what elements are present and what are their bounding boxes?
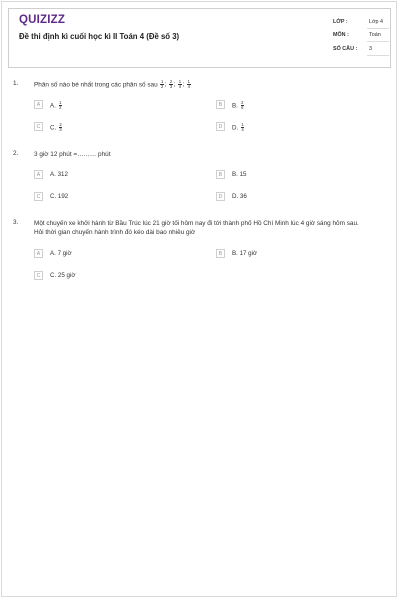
option-text: C. $\frac{2}{3}$	[50, 122, 62, 133]
option-letter-box: C	[34, 271, 43, 280]
fraction: $\frac{1}{2}$	[160, 79, 164, 90]
option-letter-box: B	[216, 100, 225, 109]
option-text: B. $\frac{2}{6}$	[232, 100, 244, 111]
quizizz-logo: QUIZIZZ	[19, 14, 66, 26]
option-text: C. 192	[50, 193, 69, 200]
meta-class-label: LỚP :	[333, 19, 348, 25]
meta-question-count	[333, 46, 389, 56]
fraction: $\frac{1}{4}$	[187, 79, 190, 90]
option-text: B. 17 giờ	[232, 250, 258, 257]
question-number: 1.	[13, 80, 19, 87]
question-text: 3 giờ 12 phút =……… phút	[34, 151, 111, 158]
question-text-line: Hỏi thời gian chuyến hành trình đó kéo dài bao nhiêu giờ	[34, 229, 196, 236]
option-letter-box: A	[34, 100, 43, 109]
question-text-line: Một chuyến xe khởi hành từ Bầu Trúc lúc 21 giờ tối hôm nay đi tới thành phố Hồ Chí Minh lúc 4 giờ sáng hôm sau.	[34, 220, 359, 227]
option-text: B. 15	[232, 171, 247, 178]
meta-subject-value: Toán	[369, 32, 381, 38]
option-letter-box: D	[216, 122, 225, 131]
option-letter-box: A	[34, 249, 43, 258]
meta-class-value: Lớp 4	[369, 19, 384, 25]
fraction-list: $\frac{1}{2}$ ; $\frac{2}{3}$ ; $\frac{1}{4}$ ; $\frac{1}{4}$	[160, 79, 190, 90]
question-text	[34, 80, 384, 90]
meta-count-value: 3	[369, 46, 372, 52]
question-text	[34, 219, 384, 237]
option-letter-box: D	[216, 192, 225, 201]
meta-count-label: SỐ CÂU :	[333, 46, 358, 52]
question-number: 2.	[13, 150, 19, 157]
meta-class	[333, 19, 389, 29]
fraction: $\frac{2}{3}$	[169, 79, 173, 90]
option-letter-box: C	[34, 192, 43, 201]
option-text: A. 7 giờ	[50, 250, 72, 257]
meta-divider	[367, 41, 389, 42]
meta-divider	[367, 28, 389, 29]
meta-subject	[333, 32, 389, 42]
question-text-content: Phân số nào bé nhất trong các phân số sau	[34, 81, 158, 89]
option-text: A. $\frac{1}{2}$	[50, 100, 62, 111]
worksheet-header	[8, 8, 391, 68]
question-number: 3.	[13, 219, 19, 226]
option-letter-box: A	[34, 170, 43, 179]
worksheet-title: Đề thi định kì cuối học kì II Toán 4 (Đề số 3)	[19, 32, 180, 41]
meta-subject-label: MÔN :	[333, 32, 349, 38]
option-letter-box: B	[216, 249, 225, 258]
option-text: A. 312	[50, 171, 68, 178]
fraction: $\frac{1}{4}$	[178, 79, 182, 90]
option-letter-box: C	[34, 122, 43, 131]
option-letter-box: B	[216, 170, 225, 179]
option-text: C. 25 giờ	[50, 272, 76, 279]
option-text: D. $\frac{1}{4}$	[232, 122, 244, 133]
option-text: D. 36	[232, 193, 247, 200]
meta-divider	[367, 55, 389, 56]
page	[1, 1, 397, 597]
